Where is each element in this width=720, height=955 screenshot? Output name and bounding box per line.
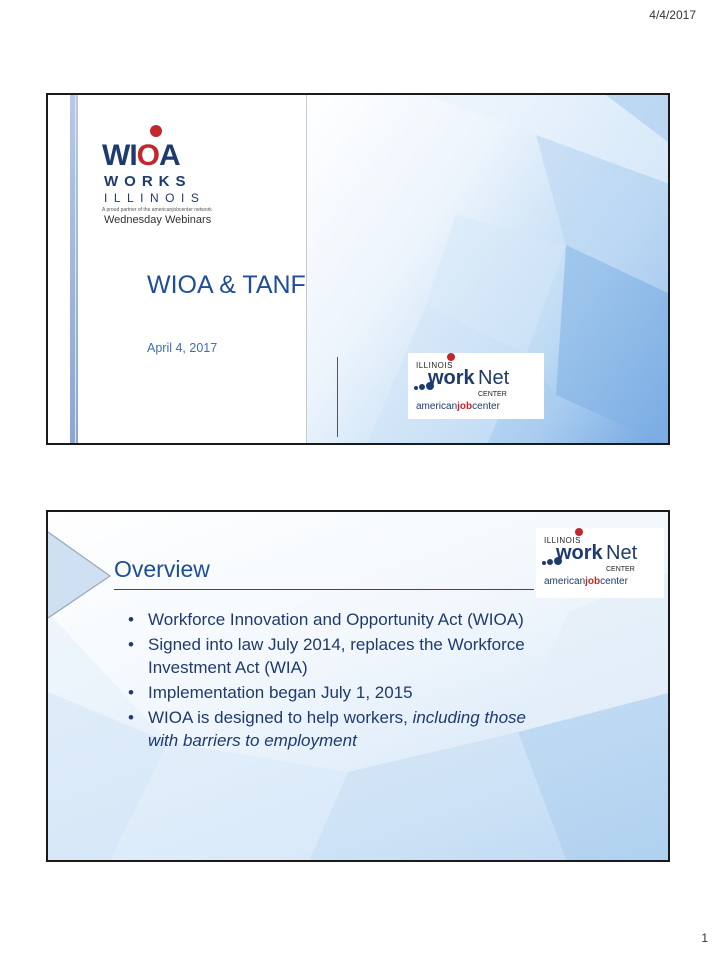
worknet-logo-illinois: ILLINOIS	[416, 361, 453, 370]
slide-title	[46, 93, 670, 445]
slide2-title: Overview	[114, 556, 210, 582]
overview-bullet-list	[126, 608, 556, 754]
worknet-logo-dot	[575, 528, 583, 536]
worknet-logo-center: CENTER	[478, 391, 507, 398]
wioa-works-logo	[102, 125, 222, 213]
wioa-logo-works: WORKS	[104, 173, 192, 190]
slide-overview	[46, 510, 670, 862]
list-item: • WIOA is designed to help workers, including those with barriers to employment	[128, 708, 526, 750]
worknet-logo-work: work	[428, 367, 475, 389]
wioa-logo-illinois: ILLINOIS	[104, 191, 206, 205]
worknet-logo-work: work	[556, 542, 603, 564]
page-number: 1	[701, 931, 708, 945]
slide1-title: WIOA & TANF	[147, 271, 306, 299]
slide1-date: April 4, 2017	[147, 341, 218, 355]
worknet-logo-center: CENTER	[606, 566, 635, 573]
worknet-logo-illinois: ILLINOIS	[544, 536, 581, 545]
american-job-center-text: americanjobcenter	[544, 576, 628, 587]
worknet-center-logo	[408, 353, 544, 419]
page-date: 4/4/2017	[649, 8, 696, 22]
slide1-divider	[306, 95, 307, 443]
slide1-left-bar	[70, 95, 78, 443]
list-item: • Signed into law July 2014, replaces the Workforce Investment Act (WIA)	[128, 635, 525, 677]
slide1-vertical-line	[337, 357, 338, 437]
webinar-label: Wednesday Webinars	[104, 214, 212, 226]
wioa-logo-dot	[150, 125, 162, 137]
wioa-logo-partner-text: A proud partner of the americanjobcenter network	[102, 207, 212, 213]
worknet-center-logo	[536, 528, 664, 598]
wioa-logo-letters: WIOA	[102, 139, 180, 172]
slide1-left-bar-line	[75, 95, 76, 443]
list-item: • Implementation began July 1, 2015	[128, 683, 413, 702]
slide2-corner-tab	[48, 512, 118, 622]
worknet-logo-net: Net	[478, 367, 510, 389]
worknet-logo-net: Net	[606, 542, 638, 564]
slide2-title-rule	[114, 589, 534, 590]
worknet-logo-dot	[447, 353, 455, 361]
american-job-center-text: americanjobcenter	[416, 401, 500, 412]
list-item: • Workforce Innovation and Opportunity Act (WIOA)	[128, 610, 524, 629]
